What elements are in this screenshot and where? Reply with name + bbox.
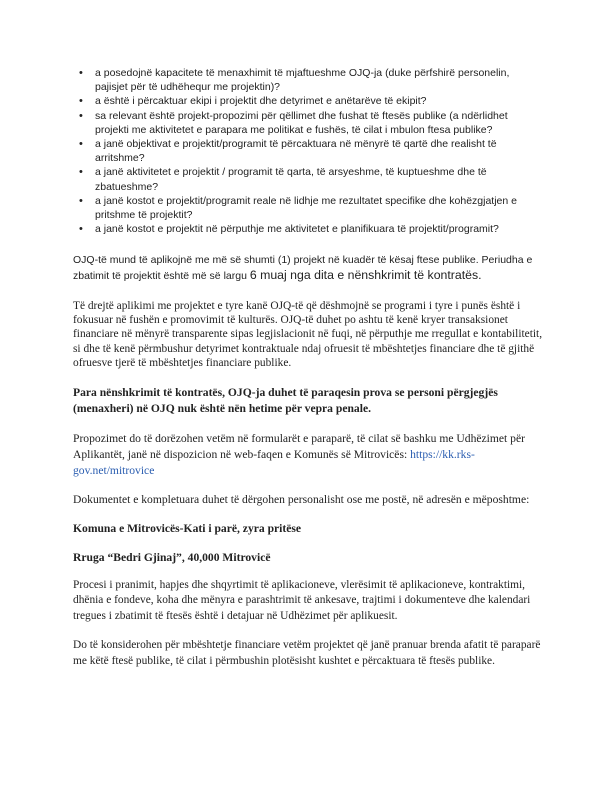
consideration-paragraph: Do të konsiderohen për mbështetje financiare vetëm projektet që janë pranuar brenda afatit të paraparë me këtë ftesë publike, të cilat i përmbushin plotësisht kushtet e përcaktuara të ftesës publike. <box>73 639 541 667</box>
process-paragraph: Procesi i pranimit, hapjes dhe shqyrtimit të aplikacioneve, vlerësimit të aplikacioneve, kontraktimi, dhënia e fondeve, koha dhe mënyra e parashtrimit të ankesave, trajtimi i dokumenteve dhe kalendari tregues i zbatimit të ftesës është i detajuar në Udhëzimet për aplikuesit. <box>73 578 531 622</box>
list-item: • a janë kostot e projektit/programit reale në lidhje me rezultatet specifike dhe kohëzgjatjen e pritshme të projektit? <box>95 194 543 222</box>
list-item: • a janë objektivat e projektit/programit të përcaktuara në mënyrë të qartë dhe realisht të arritshme? <box>95 137 543 165</box>
sentence-end: . <box>478 267 482 282</box>
list-item: • a posedojnë kapacitete të menaxhimit të mjaftueshme OJQ-ja (duke përfshirë personelin, pajisjet për të udhëhequr me projektin)? <box>95 66 543 94</box>
submission-forms-text: Propozimet do të dorëzohen vetëm në formularët e paraparë, të cilat së bashku me Udhëzimet për Aplikantët, janë në dispozicion në web-faqen e Komunës së Mitrovicës: <box>73 432 525 462</box>
contract-requirement-paragraph: Para nënshkrimit të kontratës, OJQ-ja duhet të paraqesin prova se personi përgjegjës (menaxheri) në OJQ nuk është nën hetime për vepra penale. <box>73 386 498 415</box>
municipality-website-link[interactable]: https://kk.rks-gov.net/mitrovice <box>73 448 475 478</box>
document-body <box>73 66 543 669</box>
list-item: • a është i përcaktuar ekipi i projektit dhe detyrimet e anëtarëve të ekipit? <box>95 94 543 108</box>
project-limit-paragraph <box>73 253 543 282</box>
delivery-paragraph: Dokumentet e kompletuara duhet të dërgohen personalisht ose me postë, në adresën e mëposhtme: <box>73 493 530 507</box>
list-item: • sa relevant është projekt-propozimi për qëllimet dhe fushat të ftesës publike (a ndërlidhet projekti me aktivitetet e parapara me politikat e fushës, të cilat i mbulon ftesa publike? <box>95 109 543 137</box>
list-item: • a janë kostot e projektit në përputhje me aktivitetet e planifikuara të projektit/programit? <box>95 222 543 236</box>
project-limit-text: OJQ-të mund të aplikojnë me më së shumti (1) projekt në kuadër të kësaj ftese publike. Periudha e zbatimit të projektit është më së largu <box>73 254 533 282</box>
eligibility-paragraph: Të drejtë aplikimi me projektet e tyre kanë OJQ-të që dëshmojnë se programi i tyre i punës është i fokusuar në fushën e promovimit të kulturës. OJQ-të duhet po ashtu të kenë kryer transaksionet financiare në mënyrë transparente sipas legjislacionit në fuqi, në përputhje me rregullat e kontabilitetit, si dhe të kenë përmbushur detyrimet kontraktuale ndaj ofruesit të mbështetjes financiare dhe të gjithë ofruesve tjerë të mbështetjes financiare publike. <box>73 299 543 370</box>
evaluation-criteria-list <box>73 66 543 236</box>
address-line-street: Rruga “Bedri Gjinaj”, 40,000 Mitrovicë <box>73 550 271 564</box>
submission-forms-paragraph <box>73 431 543 479</box>
address-line-office: Komuna e Mitrovicës-Kati i parë, zyra pritëse <box>73 522 302 536</box>
list-item: • a janë aktivitetet e projektit / programit të qarta, të arsyeshme, të kuptueshme dhe të zbatueshme? <box>95 165 543 193</box>
implementation-period: 6 muaj nga dita e nënshkrimit të kontratës <box>249 267 479 282</box>
